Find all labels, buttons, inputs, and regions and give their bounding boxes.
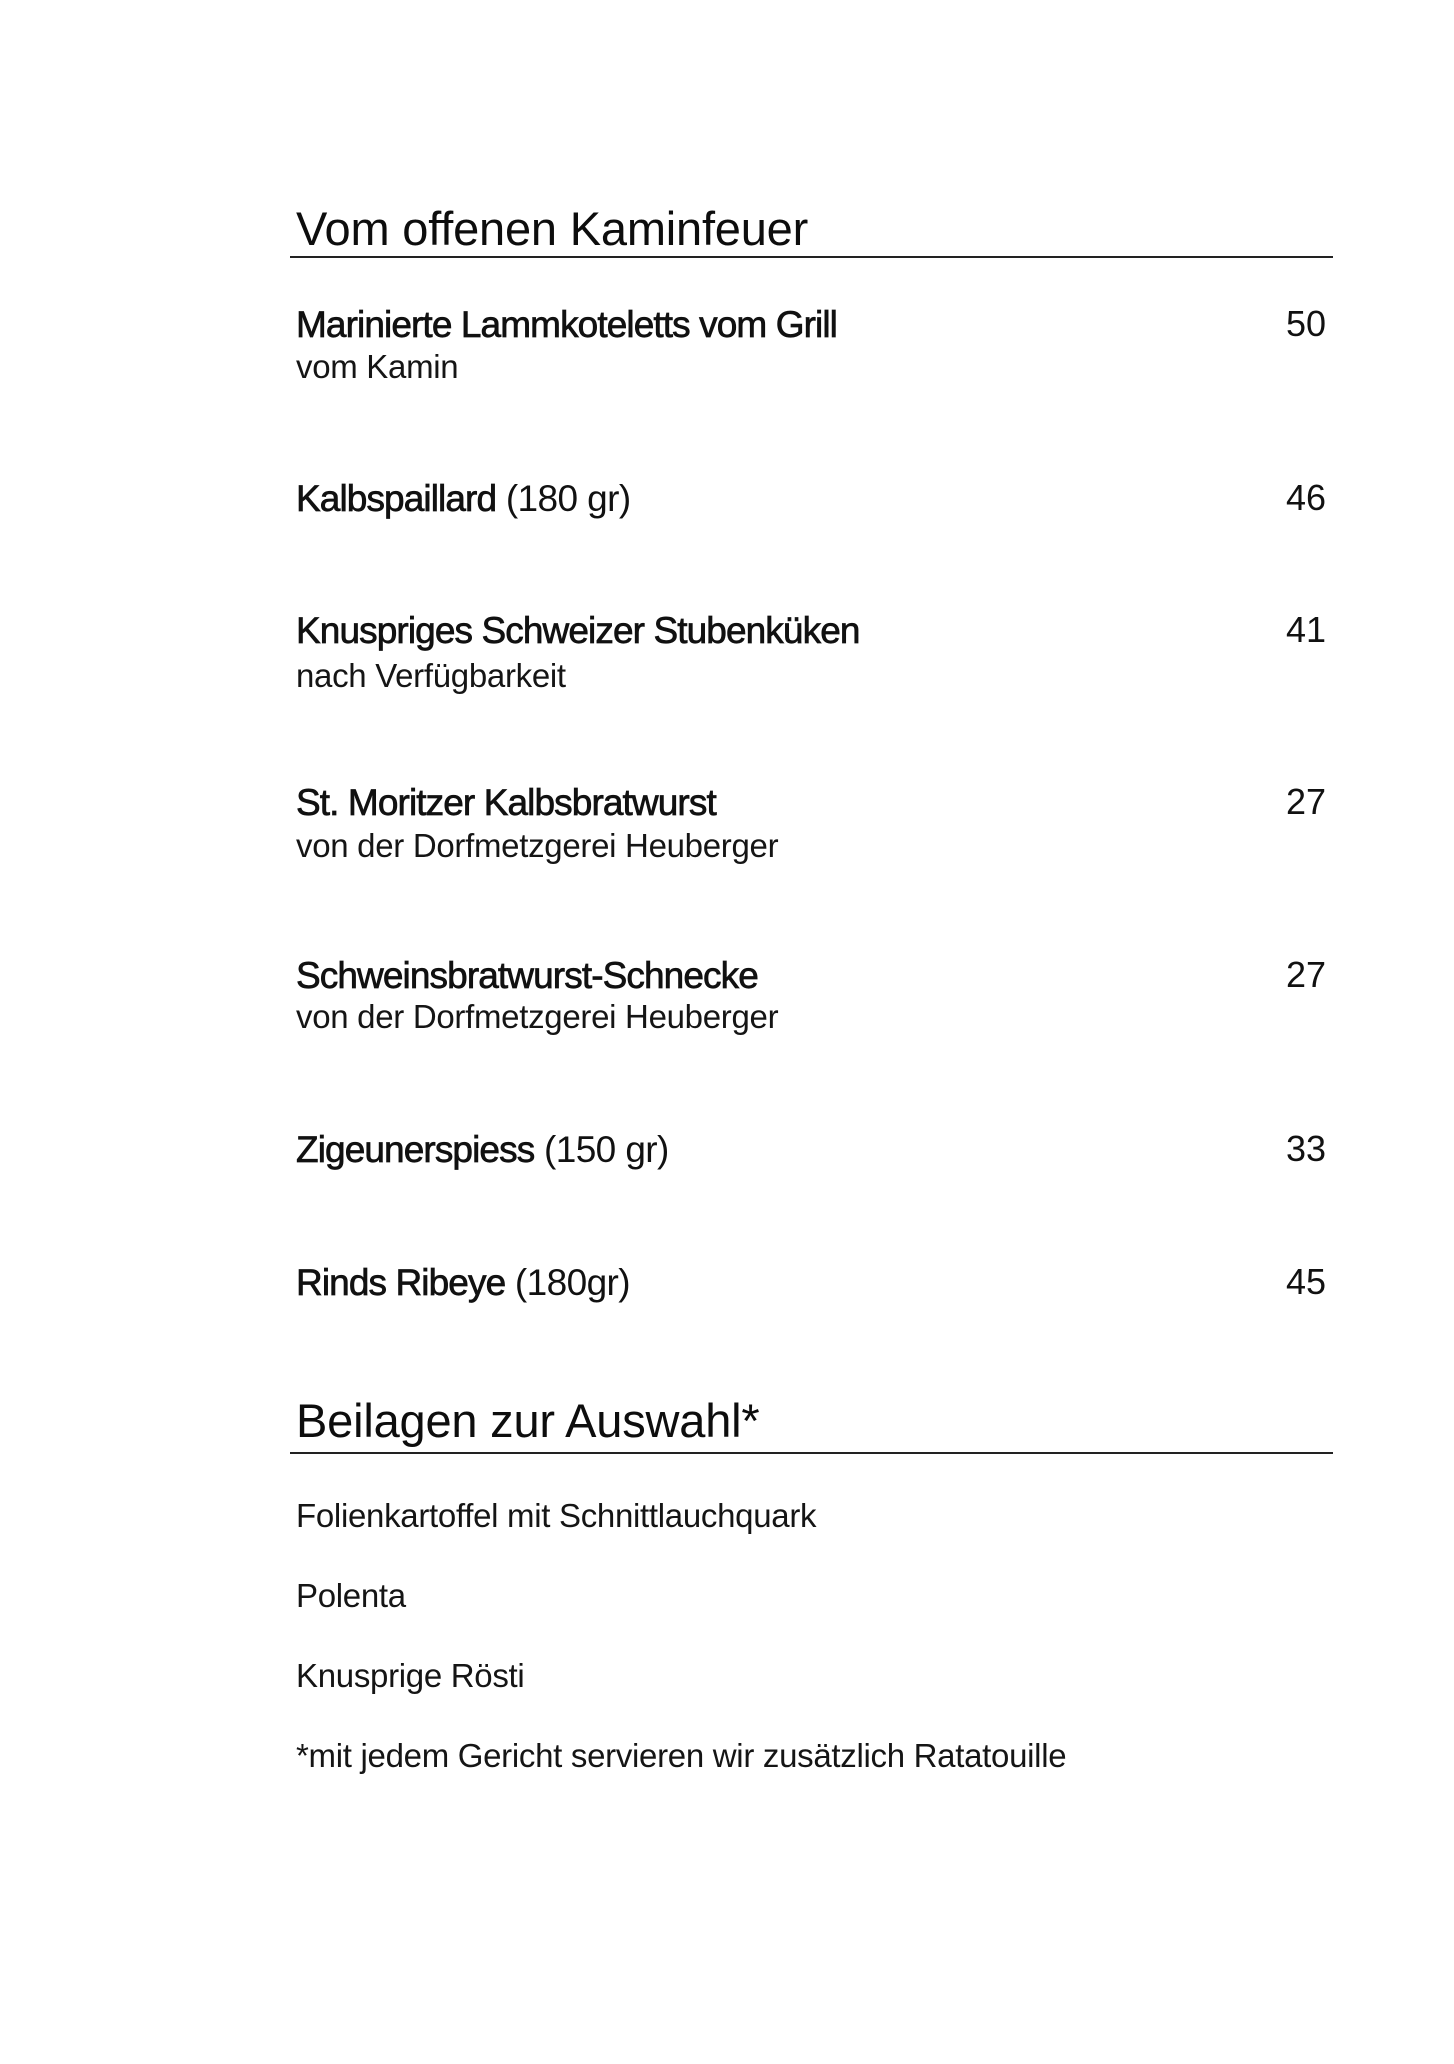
menu-item-note: vom Kamin xyxy=(296,348,459,385)
menu-item-title: Schweinsbratwurst-Schnecke xyxy=(296,955,758,996)
side-dish-item: Knusprige Rösti xyxy=(296,1657,525,1694)
menu-item-title: St. Moritzer Kalbsbratwurst xyxy=(296,782,716,823)
menu-item-name xyxy=(296,612,860,649)
menu-item xyxy=(296,781,1326,823)
side-dish-item: Folienkartoffel mit Schnittlauchquark xyxy=(296,1497,817,1534)
sides-footnote: *mit jedem Gericht servieren wir zusätzlich Ratatouille xyxy=(296,1737,1067,1774)
menu-item-quantity: (180 gr) xyxy=(496,478,631,519)
menu-item-price: 27 xyxy=(1285,954,1326,995)
menu-item-price: 27 xyxy=(1285,781,1326,822)
menu-item xyxy=(296,954,1326,996)
section-divider-sides xyxy=(290,1452,1333,1454)
menu-item-price: 50 xyxy=(1285,303,1326,344)
menu-item-price: 41 xyxy=(1285,609,1326,650)
section-heading-sides: Beilagen zur Auswahl* xyxy=(296,1394,760,1447)
menu-item-name xyxy=(296,1131,669,1168)
menu-item-quantity: (150 gr) xyxy=(534,1129,669,1170)
menu-item-name xyxy=(296,784,716,821)
menu-item xyxy=(296,1128,1326,1170)
menu-item-quantity: (180gr) xyxy=(505,1262,631,1303)
menu-item-note: von der Dorfmetzgerei Heuberger xyxy=(296,827,779,864)
menu-item xyxy=(296,1261,1326,1303)
menu-item-title: Knuspriges Schweizer Stubenküken xyxy=(296,610,860,651)
section-heading-grill: Vom offenen Kaminfeuer xyxy=(296,202,809,255)
menu-item-name xyxy=(296,957,758,994)
menu-item-title: Marinierte Lammkoteletts vom Grill xyxy=(296,304,837,345)
menu-item-title: Zigeunerspiess xyxy=(296,1129,535,1170)
menu-item-note: von der Dorfmetzgerei Heuberger xyxy=(296,998,779,1035)
menu-item xyxy=(296,303,1326,345)
side-dish-item: Polenta xyxy=(296,1577,406,1614)
menu-item xyxy=(296,477,1326,519)
menu-item xyxy=(296,609,1326,651)
menu-item-price: 45 xyxy=(1285,1261,1326,1302)
menu-item-price: 46 xyxy=(1285,477,1326,518)
menu-item-price: 33 xyxy=(1285,1128,1326,1169)
section-divider-grill xyxy=(290,256,1333,258)
menu-item-name xyxy=(296,1264,630,1301)
menu-item-title: Rinds Ribeye xyxy=(296,1262,506,1303)
menu-item-name xyxy=(296,306,837,343)
menu-item-note: nach Verfügbarkeit xyxy=(296,657,566,694)
menu-item-title: Kalbspaillard xyxy=(296,478,497,519)
menu-item-name xyxy=(296,480,631,517)
